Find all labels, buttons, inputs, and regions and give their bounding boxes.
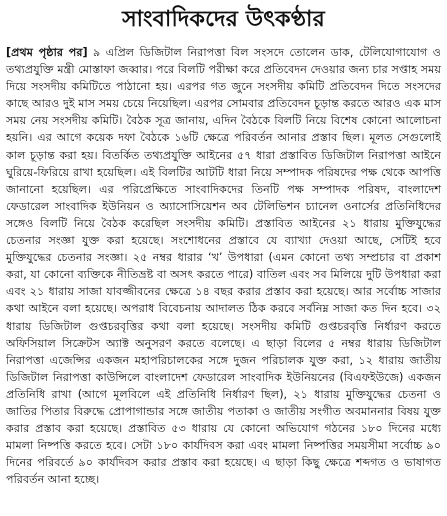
- article-text: ৯ এপ্রিল ডিজিটাল নিরাপত্তা বিল সংসদে তোলেন ডাক, টেলিযোগাযোগ ও তথ্যপ্রযুক্তি মন্ত্রী মোস্তাফা জব্বার। পরে বিলটি পরীক্ষা করে প্রতিবেদন দেওয়ার জন্য চার সপ্তাহ সময় দিয়ে সংসদীয় কমিটিতে পাঠানো হয়। এরপর গত জুনে সংসদীয় কমিটি প্রতিবেদন দিতে সংসদের কাছে আরও দুই মাস সময় চেয়ে নিয়েছিল। এরপর সোমবার প্রতিবেদন চূড়ান্ত করতে আরও এক মাস সময় নেয় সংসদীয় কমিটি। বৈঠক সূত্র জানায়, এদিন বৈঠকে বিলটি নিয়ে বিশেষ কোনো আলোচনা হয়নি। এর আগে কয়েক দফা বৈঠকে ১৬টি ক্ষেত্রে পরিবর্তন আনার প্রস্তাব ছিল। মূলত সেগুলোই কাল চূড়ান্ত করা হয়। বিতর্কিত তথ্যপ্রযুক্তি আইনের ৫৭ ধারা প্রস্তাবিত ডিজিটাল নিরাপত্তা আইনে ঘুরিয়ে-ফিরিয়ে রাখা হয়েছিল। এই বিলটির আটটি ধারা নিয়ে সম্পাদক পরিষদের পক্ষ থেকে আপত্তি জানানো হয়েছিল। এর পরিপ্রেক্ষিতে সাংবাদিকদের তিনটি পক্ষ সম্পাদক পরিষদ, বাংলাদেশ ফেডারেল সাংবাদিক ইউনিয়ন ও অ্যাসোসিয়েশন অব টেলিভিশন চ্যানেল ওনার্সের প্রতিনিধিদের সঙ্গেও বিলটি নিয়ে বৈঠক করেছিল সংসদীয় কমিটি। প্রস্তাবিত আইনের ২১ ধারায় মুক্তিযুদ্ধের চেতনার সংজ্ঞা যুক্ত করা হয়েছে। সংশোধনের প্রস্তাবে যে ব্যাখ্যা দেওয়া আছে, সেটিই হবে মুক্তিযুদ্ধের চেতনার সংজ্ঞা। ২৫ নম্বর ধারার ‘খ’ উপধারা (এমন কোনো তথ্য সম্প্রচার বা প্রকাশ করা, যা কোনো ব্যক্তিকে নীতিভ্রষ্ট বা অসৎ করতে পারে) বাতিল এবং সব মিলিয়ে দুটি উপধারা করা এবং ২১ ধারায় সাজা যাবজ্জীবনের ক্ষেত্রে ১৪ বছর করার প্রস্তাব করা হয়েছে। আর সর্বোচ্চ সাজার কথা আইনে বলা হয়েছে। অপরাধ বিবেচনায় আদালত ঠিক করবে সর্বনিম্ন সাজা কত দিন হবে। ৩২ ধারায় ডিজিটাল গুপ্তচরবৃত্তির কথা বলা হয়েছে। সংসদীয় কমিটি গুপ্তচরবৃত্তি নির্ধারণ করতে অফিসিয়াল সিক্রেটস অ্যাক্ট অনুসরণ করতে বলেছে। এ ছাড়া বিলের ৫ নম্বর ধারায় ডিজিটাল নিরাপত্তা এজেন্সির একজন মহাপরিচালকের সঙ্গে দুজন পরিচালক যুক্ত করা, ১২ ধারায় জাতীয় ডিজিটাল নিরাপত্তা কাউন্সিলে বাংলাদেশ ফেডারেল সাংবাদিক ইউনিয়নের (বিএফইউজে) একজন প্রতিনিধি রাখা (আগে মূলবিলে এই প্রতিনিধি নির্ধারণ ছিল), ২১ ধারায় মুক্তিযুদ্ধের চেতনা ও জাতির পিতার বিরুদ্ধে প্রোপাগান্ডার সঙ্গে জাতীয় পতাকা ও জাতীয় সংগীত অবমাননার বিষয় যুক্ত করার প্রস্তাব করা হয়েছে। প্রস্তাবিত ৫৩ ধারায় যে কোনো অভিযোগ গঠনের ১৮০ দিনের মধ্যে মামলা নিষ্পত্তি করতে হবে। সেটা ১৮০ কার্যদিবস করা এবং মামলা নিষ্পত্তির সময়সীমা সর্বোচ্চ ৯০ দিনের পরিবর্তে ৯০ কার্যদিবস করার প্রস্তাব করা হয়েছে। এ ছাড়া কিছু ক্ষেত্রে শব্দগত ও ভাষাগত পরিবর্তন আনা হচ্ছে।: [6, 46, 441, 487]
- article-paragraph: [6, 44, 441, 488]
- continuation-label: [প্রথম পৃষ্ঠার পর]: [6, 46, 88, 59]
- headline: সাংবাদিকদের উৎকণ্ঠার: [122, 7, 325, 32]
- article-body: [6, 44, 441, 514]
